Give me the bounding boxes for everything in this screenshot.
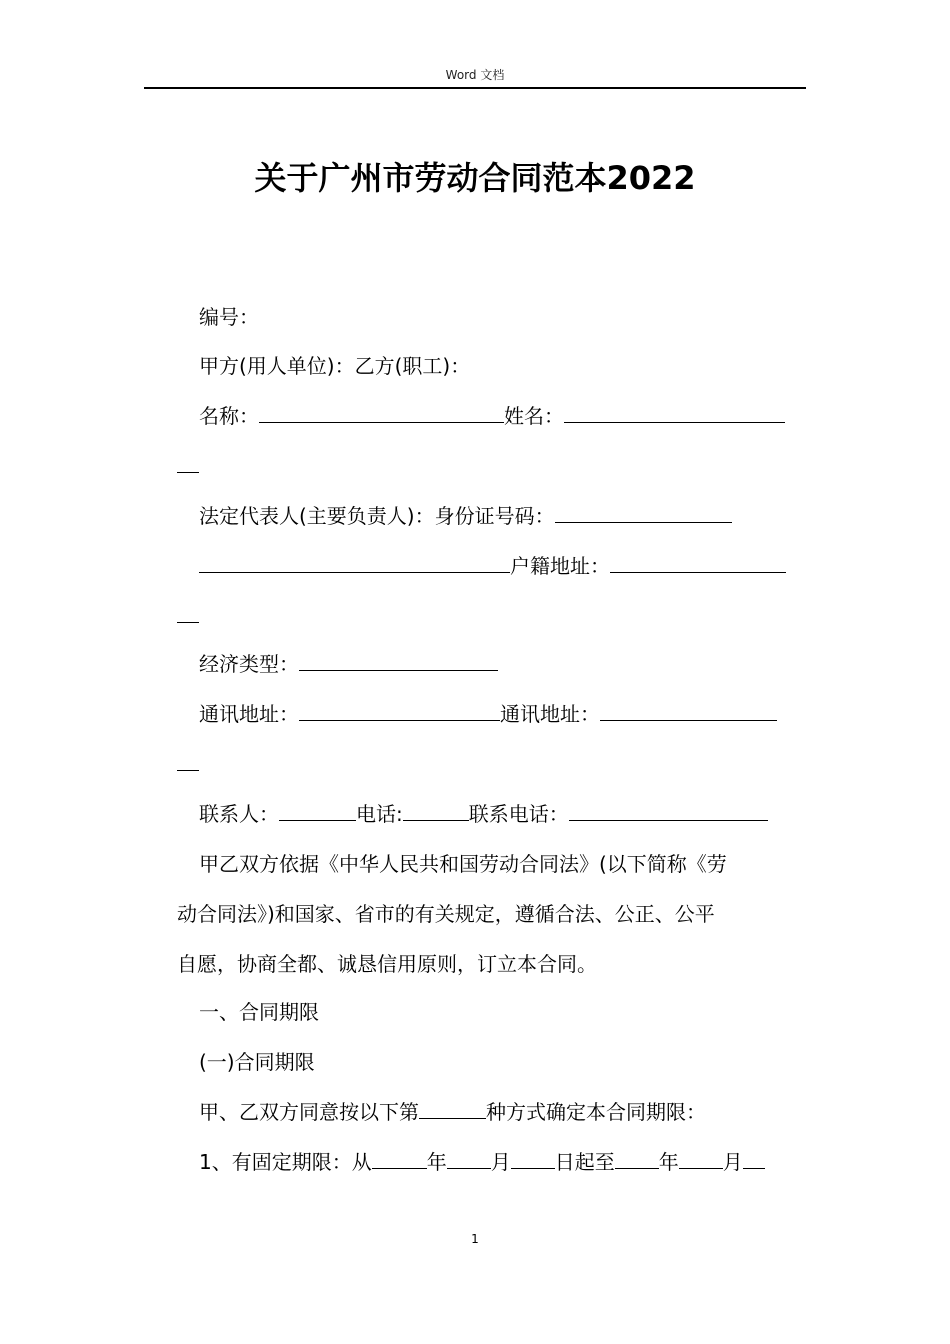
agree-line bbox=[199, 1098, 706, 1126]
fixed-prefix: 1、有固定期限：从 bbox=[199, 1150, 372, 1174]
month-label-1: 月 bbox=[490, 1150, 511, 1174]
name-blank[interactable] bbox=[259, 402, 504, 423]
paragraph-line-1: 甲乙双方依据《中华人民共和国劳动合同法》(以下简称《劳 bbox=[199, 852, 727, 876]
agree-prefix: 甲、乙双方同意按以下第 bbox=[199, 1100, 419, 1124]
address-label-1: 通讯地址： bbox=[199, 702, 299, 726]
end-day-blank[interactable] bbox=[743, 1148, 765, 1169]
page-header: Word 文档 bbox=[445, 68, 505, 82]
econ-type-blank[interactable] bbox=[299, 650, 498, 671]
start-day-blank[interactable] bbox=[511, 1148, 555, 1169]
legal-rep-line bbox=[199, 502, 732, 530]
section-heading: 一、合同期限 bbox=[199, 1000, 319, 1024]
contact-line bbox=[199, 800, 768, 828]
contact-phone-label: 联系电话： bbox=[468, 802, 569, 826]
subsection-heading: (一)合同期限 bbox=[199, 1050, 315, 1074]
month-label-2: 月 bbox=[722, 1150, 743, 1174]
econ-type-line bbox=[199, 650, 498, 678]
year-label-1: 年 bbox=[426, 1150, 447, 1174]
address-label-2: 通讯地址： bbox=[500, 702, 600, 726]
legal-rep-blank[interactable] bbox=[199, 552, 510, 573]
legal-rep-label: 法定代表人(主要负责人)：身份证号码： bbox=[199, 504, 555, 528]
paragraph-line-2: 动合同法》)和国家、省市的有关规定，遵循合法、公正、公平 bbox=[177, 902, 715, 926]
address-line bbox=[199, 700, 777, 728]
contact-blank[interactable] bbox=[279, 800, 356, 821]
person-name-label: 姓名： bbox=[504, 404, 564, 428]
address-blank-2[interactable] bbox=[600, 700, 777, 721]
start-year-blank[interactable] bbox=[372, 1148, 427, 1169]
address-blank-1[interactable] bbox=[299, 700, 500, 721]
phone-label: 电话: bbox=[356, 802, 403, 826]
econ-type-label: 经济类型： bbox=[199, 652, 299, 676]
name-line bbox=[199, 402, 785, 430]
contact-phone-blank[interactable] bbox=[569, 800, 768, 821]
person-name-blank[interactable] bbox=[564, 402, 785, 423]
household-blank[interactable] bbox=[610, 552, 786, 573]
household-line bbox=[199, 552, 786, 580]
start-month-blank[interactable] bbox=[447, 1148, 491, 1169]
parties-label: 甲方(用人单位)：乙方(职工)： bbox=[199, 354, 471, 378]
person-name-blank-cont[interactable] bbox=[177, 452, 199, 473]
address-line-continuation bbox=[177, 750, 199, 778]
header-rule bbox=[144, 87, 806, 89]
document-title: 关于广州市劳动合同范本2022 bbox=[254, 159, 696, 197]
household-blank-cont[interactable] bbox=[177, 602, 199, 623]
number-label: 编号： bbox=[199, 305, 259, 329]
year-label-2: 年 bbox=[658, 1150, 679, 1174]
parties-line bbox=[199, 352, 470, 380]
id-number-blank[interactable] bbox=[555, 502, 732, 523]
number-line bbox=[199, 303, 259, 331]
paragraph-line-3: 自愿，协商全都、诚恳信用原则，订立本合同。 bbox=[177, 952, 597, 976]
name-label: 名称： bbox=[199, 404, 259, 428]
day-to-label: 日起至 bbox=[554, 1150, 615, 1174]
address-blank-cont[interactable] bbox=[177, 750, 199, 771]
phone-blank[interactable] bbox=[403, 800, 469, 821]
page-number: 1 bbox=[471, 1232, 479, 1246]
household-line-continuation bbox=[177, 602, 199, 630]
contact-label: 联系人： bbox=[199, 802, 279, 826]
end-year-blank[interactable] bbox=[615, 1148, 659, 1169]
household-label: 户籍地址： bbox=[510, 554, 610, 578]
method-blank[interactable] bbox=[419, 1098, 486, 1119]
agree-suffix: 种方式确定本合同期限： bbox=[486, 1100, 706, 1124]
end-month-blank[interactable] bbox=[679, 1148, 723, 1169]
fixed-term-line bbox=[199, 1148, 765, 1176]
name-line-continuation bbox=[177, 452, 199, 480]
